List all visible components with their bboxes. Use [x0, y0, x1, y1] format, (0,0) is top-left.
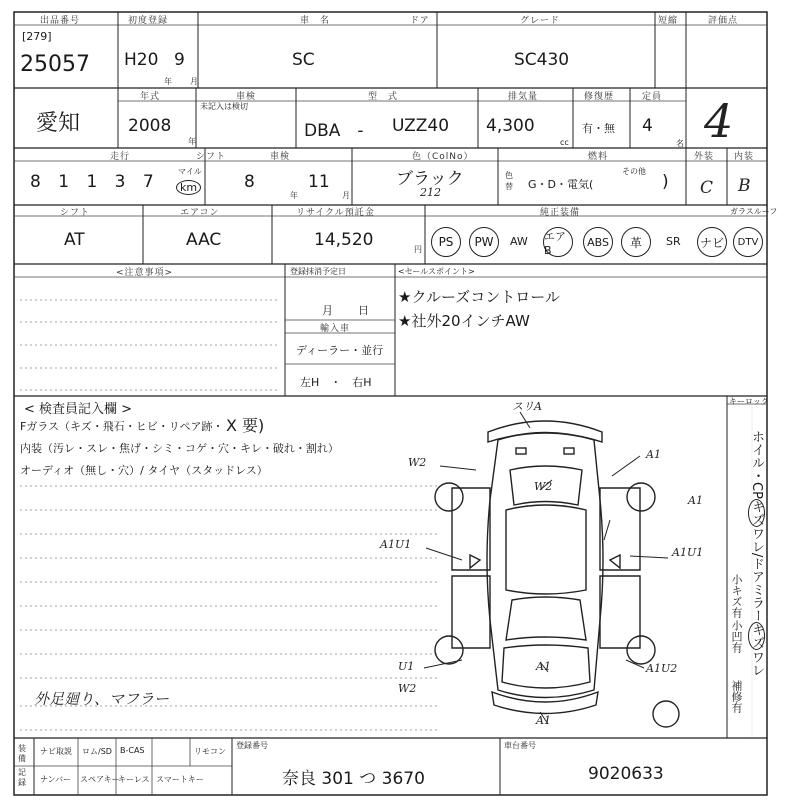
score: 4: [704, 94, 734, 148]
equipment-leather: 革: [621, 227, 651, 257]
dealer-notes-label: <注意事項>: [116, 268, 174, 278]
inspect-year: 8: [244, 172, 255, 192]
interior-grade: B: [738, 176, 751, 196]
year-sub: 年: [188, 137, 196, 146]
sales-points-label: <セールスポイント>: [398, 267, 475, 276]
side-small-3: 補修有: [730, 680, 743, 713]
interior-line: 内装（汚レ・スレ・焦げ・シミ・コゲ・穴・キレ・破れ・割れ）: [20, 442, 339, 455]
recycle-label: リサイクル預託金: [296, 208, 375, 218]
exterior-grade: C: [700, 178, 714, 198]
side-text-2: キズ: [749, 499, 764, 526]
first-reg-month-sub: 月: [190, 77, 198, 86]
recycle-unit: 円: [414, 245, 422, 254]
bottom-number: ナンバー: [40, 775, 72, 784]
lot-no: 25057: [20, 52, 90, 77]
capacity-label: 定員: [642, 92, 663, 102]
side-text-3: ワレ/ドアミラー: [749, 526, 764, 623]
equipment-navi: ナビ: [697, 227, 727, 257]
mark-right-doors: A1U1: [672, 546, 704, 559]
region: 愛知: [36, 111, 81, 136]
first-reg-month: 9: [174, 50, 185, 70]
audio-line: オーディオ（無し・穴）/ タイヤ（スタッドレス）: [20, 464, 268, 477]
mark-rear-spoiler: スリA: [512, 400, 542, 413]
year-label: 年式: [140, 92, 161, 102]
damage-pointers: [424, 412, 668, 724]
equipment-extra-label: ガラスルーフ: [730, 207, 778, 216]
lot-no-bracket: [279]: [22, 30, 52, 43]
equipment-ps: PS: [431, 227, 461, 257]
sales-point-2: ★社外20インチAW: [398, 312, 530, 330]
grade-label: グレード: [520, 16, 561, 26]
plate-label: 登録番号: [236, 741, 268, 750]
steering-side: 左H ・ 右H: [300, 376, 372, 389]
side-text-5: ワレ: [749, 650, 764, 677]
bottom-smart-key: スマートキー: [156, 775, 204, 784]
lot-no-label: 出品番号: [40, 16, 81, 26]
score-label: 評価点: [708, 16, 739, 26]
deregistration-month: 月: [322, 304, 333, 317]
equipment-airbag: エアB: [543, 227, 573, 257]
chassis-number: 9020633: [588, 764, 664, 784]
import-label: 輸入車: [320, 324, 351, 334]
glass-mark: X 要): [226, 416, 265, 435]
side-small-1: 小キズ有: [730, 574, 743, 618]
mark-left-doors: A1U1: [380, 538, 412, 551]
equipment-label: 純正装備: [540, 208, 581, 218]
mileage-unit-mi: マイル: [178, 167, 202, 176]
bottom-remote: リモコン: [194, 747, 226, 756]
side-text-4: キズ: [749, 623, 764, 650]
bottom-bcas: B-CAS: [120, 746, 145, 755]
interior-label: 内装: [734, 152, 755, 162]
history-label: 修復歴: [584, 92, 615, 102]
car-diagram: [435, 421, 679, 727]
shift: AT: [64, 230, 85, 250]
side-small-2: 小凹有: [730, 620, 743, 653]
shift-label: シフト: [60, 208, 91, 218]
mark-front-left-2: W2: [398, 682, 417, 695]
import-type: ディーラー・並行: [296, 344, 384, 357]
capacity: 4: [642, 116, 653, 136]
displacement-unit: cc: [560, 138, 569, 147]
mark-rear-right: A1: [646, 448, 661, 461]
chassis-label: 車台番号: [504, 741, 536, 750]
inspector-label: < 検査員記入欄 >: [24, 402, 133, 417]
fuel-other: その他: [622, 167, 646, 176]
first-reg-era-sub: 年: [164, 77, 172, 86]
model-year: 2008: [128, 116, 172, 136]
equipment-sunroof: SR: [666, 235, 681, 248]
bottom-keyless: キーレス: [118, 775, 150, 784]
side-text-1: ホイル・CP: [749, 430, 764, 499]
recycle-fee: 14,520: [314, 230, 374, 250]
mileage-unit-km: km: [176, 180, 201, 195]
key-lock-label: キーロック: [729, 397, 769, 406]
plate-number: 奈良 301 つ 3670: [282, 769, 425, 789]
glass-line: Fガラス（キズ・飛石・ヒビ・リペア跡・: [20, 420, 224, 433]
note-lines: [20, 300, 280, 390]
mark-right-quarter: A1: [688, 494, 703, 507]
exterior-label: 外装: [694, 152, 715, 162]
mark-front-bumper: A1: [536, 714, 551, 727]
bottom-equipment-label: 装備: [18, 744, 26, 763]
inspector-note: 外足廻り、マフラー: [34, 690, 170, 708]
model-label: 型 式: [368, 92, 399, 102]
condition-label: 短縮: [658, 16, 679, 26]
color-label: 色（ColNo）: [412, 152, 474, 162]
deregistration-label: 登録抹消予定日: [290, 267, 346, 276]
inspect-month: 11: [308, 172, 330, 192]
inspection-label: 車検: [236, 92, 257, 102]
displacement: 4,300: [486, 116, 535, 136]
air-conditioner: AAC: [186, 230, 222, 250]
ac-label: エアコン: [180, 208, 220, 218]
color-no: 212: [420, 186, 441, 199]
color-change: 色替: [505, 171, 513, 191]
inspect-year-label: 車検: [270, 152, 291, 162]
first-reg-label: 初度登録: [128, 16, 169, 26]
fuel-label: 燃料: [588, 152, 609, 162]
inspect-month-sub: 月: [342, 191, 350, 200]
mark-rear-left: W2: [408, 456, 427, 469]
mark-hood: A1: [536, 660, 551, 673]
bottom-navi-manual: ナビ取説: [40, 747, 72, 756]
repair-history: 有・無: [582, 122, 615, 135]
grade: SC430: [514, 50, 570, 70]
model-prefix: DBA -: [304, 121, 364, 141]
equipment-aw: AW: [510, 235, 528, 248]
side-text-wheel: [744, 430, 764, 676]
fuel-close: ): [662, 172, 669, 192]
vehicle-name: SC: [292, 50, 315, 70]
capacity-unit: 名: [676, 139, 684, 148]
bottom-record-label: 記録: [18, 768, 26, 787]
model-code: UZZ40: [392, 116, 450, 136]
shift-label-small: シフト: [196, 152, 227, 162]
deregistration-day: 日: [358, 304, 369, 317]
bottom-spare-key: スペアキー: [80, 775, 120, 784]
name-label: 車 名: [300, 16, 331, 26]
mileage: 8 1 1 3 7: [30, 172, 160, 192]
first-reg-era: H20: [124, 50, 159, 70]
mileage-label: 走行: [110, 152, 131, 162]
mark-front-right: A1U2: [646, 662, 678, 675]
mark-trunk: W2: [534, 480, 553, 493]
fuel: G・D・電気(: [528, 178, 594, 191]
bottom-rom-sd: ロム/SD: [82, 747, 112, 756]
inspect-year-sub: 年: [290, 191, 298, 200]
equipment-dtv: DTV: [733, 227, 763, 257]
displacement-label: 排気量: [508, 92, 539, 102]
inspection-sub: 未記入は検切: [200, 102, 248, 111]
equipment-pw: PW: [469, 227, 499, 257]
mark-front-left: U1: [398, 660, 415, 673]
sales-point-1: ★クルーズコントロール: [398, 288, 560, 306]
color: ブラック: [396, 169, 464, 189]
door-label: ドア: [410, 16, 430, 26]
equipment-abs: ABS: [583, 227, 613, 257]
